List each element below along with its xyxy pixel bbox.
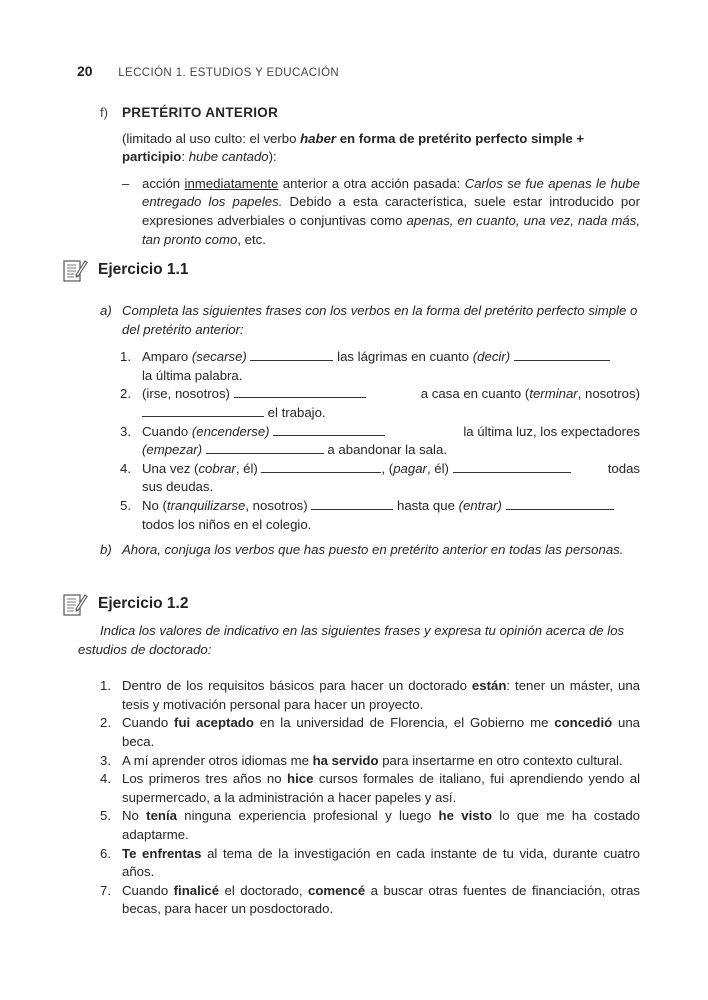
- answer-blank[interactable]: [261, 460, 381, 473]
- section-f-heading: [100, 104, 640, 123]
- exercise-1-1-title: Ejercicio 1.1: [98, 260, 189, 278]
- section-f-bullet: – acción inmediatamente anterior a otra acción pasada: Carlos se fue apenas le hube entregado los papeles. Debido a esta característica, suele estar introducido por expresiones adverbiales o conjuntivas como apenas, en cuanto, una vez, nada más, tan pronto como, etc.: [122, 175, 640, 247]
- answer-blank[interactable]: [142, 404, 264, 417]
- section-f-label: f): [100, 105, 109, 120]
- answer-blank[interactable]: [206, 441, 324, 454]
- exercise-notepad-icon: [62, 591, 88, 617]
- list-item: 3. A mí aprender otros idiomas me ha servido para insertarme en otro contexto cultural.: [100, 752, 623, 768]
- exercise-1-2-body: [78, 622, 640, 919]
- answer-blank[interactable]: [250, 348, 333, 361]
- list-item: 3. Cuando (encenderse) la última luz, los expectadores (empezar) a abandonar la sala.: [120, 423, 640, 458]
- exercise-1-1-body: [100, 302, 640, 560]
- exercise-1-1-heading: [62, 257, 188, 283]
- list-item: 4. Una vez (cobrar, él) , (pagar, él) todas sus deudas.: [120, 460, 640, 495]
- exercise-1-2-heading: [62, 591, 188, 617]
- chapter-title: LECCIÓN 1. ESTUDIOS Y EDUCACIÓN: [118, 67, 340, 79]
- page-number: 20: [77, 63, 93, 79]
- answer-blank[interactable]: [514, 348, 610, 361]
- exercise-1-2-title: Ejercicio 1.2: [98, 594, 189, 612]
- answer-blank[interactable]: [453, 460, 571, 473]
- answer-blank[interactable]: [234, 385, 366, 398]
- section-f-title: PRETÉRITO ANTERIOR: [122, 105, 279, 120]
- exercise-1-2-intro: Indica los valores de indicativo en las siguientes frases y expresa tu opinión acerca de los estudios de doctorado:: [78, 623, 625, 657]
- list-item: 7. Cuando finalicé el doctorado, comencé a buscar otras fuentes de financiación, otras becas, para hacer un posdoctorado.: [100, 882, 641, 917]
- answer-blank[interactable]: [273, 423, 385, 436]
- section-f-note: (limitado al uso culto: el verbo haber en forma de pretérito perfecto simple + participio: hube cantado):: [122, 130, 585, 165]
- section-f: [100, 104, 640, 249]
- exercise-1-1-part-b: b) Ahora, conjuga los verbos que has puesto en pretérito anterior en todas las personas.: [100, 542, 624, 558]
- list-item: 1. Amparo (secarse) las lágrimas en cuanto (decir) la última palabra.: [120, 348, 640, 385]
- answer-blank[interactable]: [311, 497, 393, 510]
- exercise-1-2-list: [100, 677, 640, 919]
- list-item: 1. Dentro de los requisitos básicos para hacer un doctorado están: tener un máster, una tesis y motivación personal para hacer un proyecto.: [100, 678, 640, 712]
- answer-blank[interactable]: [506, 497, 614, 510]
- dash-bullet: –: [122, 175, 130, 191]
- list-item: 5. No (tranquilizarse, nosotros) hasta que (entrar) todos los niños en el colegio.: [120, 497, 640, 534]
- list-item: 6. Te enfrentas al tema de la investigación en cada instante de tu vida, durante cuatro años.: [100, 845, 641, 880]
- page-header: [77, 62, 339, 83]
- list-item: 2. (irse, nosotros) a casa en cuanto (terminar, nosotros) el trabajo.: [120, 386, 640, 420]
- list-item: 4. Los primeros tres años no hice cursos formales de italiano, fui aprendiendo yendo al supermercado, a la administración a hacer papeles y así.: [100, 771, 640, 805]
- list-item: 5. No tenía ninguna experiencia profesional y luego he visto lo que me ha costado adaptarme.: [100, 808, 640, 842]
- exercise-1-1-part-a: a) Completa las siguientes frases con los verbos en la forma del pretérito perfecto simple o del pretérito anterior:: [100, 303, 638, 337]
- exercise-notepad-icon: [62, 257, 88, 283]
- list-item: 2. Cuando fui aceptado en la universidad de Florencia, el Gobierno me concedió una beca.: [100, 715, 641, 749]
- exercise-1-1-list: [120, 348, 640, 534]
